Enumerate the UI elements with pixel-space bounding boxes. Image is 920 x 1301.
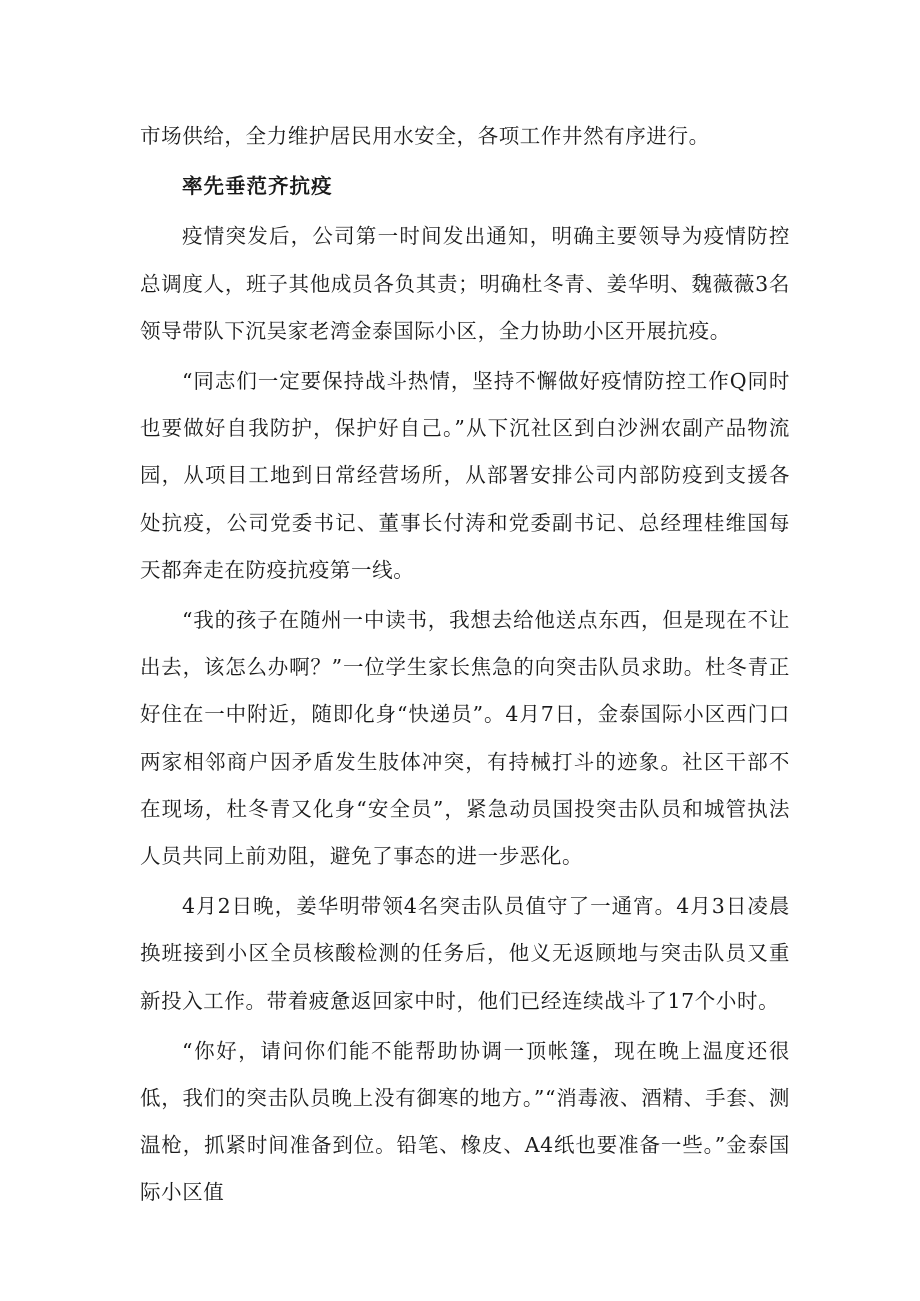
paragraph-continued: 市场供给，全力维护居民用水安全，各项工作井然有序进行。 (140, 124, 710, 148)
paragraph: 疫情突发后，公司第一时间发出通知，明确主要领导为疫情防控总调度人，班子其他成员各负其责；明确杜冬青、姜华明、魏薇薇3名领导带队下沉吴家老湾金泰国际小区，全力协助小区开展抗疫。 (140, 224, 790, 343)
paragraph: “我的孩子在随州一中读书，我想去给他送点东西，但是现在不让出去，该怎么办啊？”一位学生家长焦急的向突击队员求助。杜冬青正好住在一中附近，随即化身“快递员”。4月7日，金泰国际小区西门口两家相邻商户因矛盾发生肢体冲突，有持械打斗的迹象。社区干部不在现场，杜冬青又化身“安全员”，紧急动员国投突击队员和城管执法人员共同上前劝阻，避免了事态的进一步恶化。 (140, 608, 790, 869)
section-heading: 率先垂范齐抗疫 (182, 174, 333, 199)
paragraph: 4月2日晚，姜华明带领4名突击队员值守了一通宵。4月3日凌晨换班接到小区全员核酸检测的任务后，他义无返顾地与突击队员又重新投入工作。带着疲惫返回家中时，他们已经连续战斗了17个小时。 (140, 894, 790, 1013)
paragraph: “你好，请问你们能不能帮助协调一顶帐篷，现在晚上温度还很低，我们的突击队员晚上没有御寒的地方。”“消毒液、酒精、手套、测温枪，抓紧时间准备到位。铅笔、橡皮、A4纸也要准备一些。”金泰国际小区值 (140, 1038, 790, 1205)
document-body (140, 113, 790, 1217)
paragraph: “同志们一定要保持战斗热情，坚持不懈做好疫情防控工作Q同时也要做好自我防护，保护好自己。”从下沉社区到白沙洲农副产品物流园，从项目工地到日常经营场所，从部署安排公司内部防疫到支援各处抗疫，公司党委书记、董事长付涛和党委副书记、总经理桂维国每天都奔走在防疫抗疫第一线。 (140, 369, 790, 582)
